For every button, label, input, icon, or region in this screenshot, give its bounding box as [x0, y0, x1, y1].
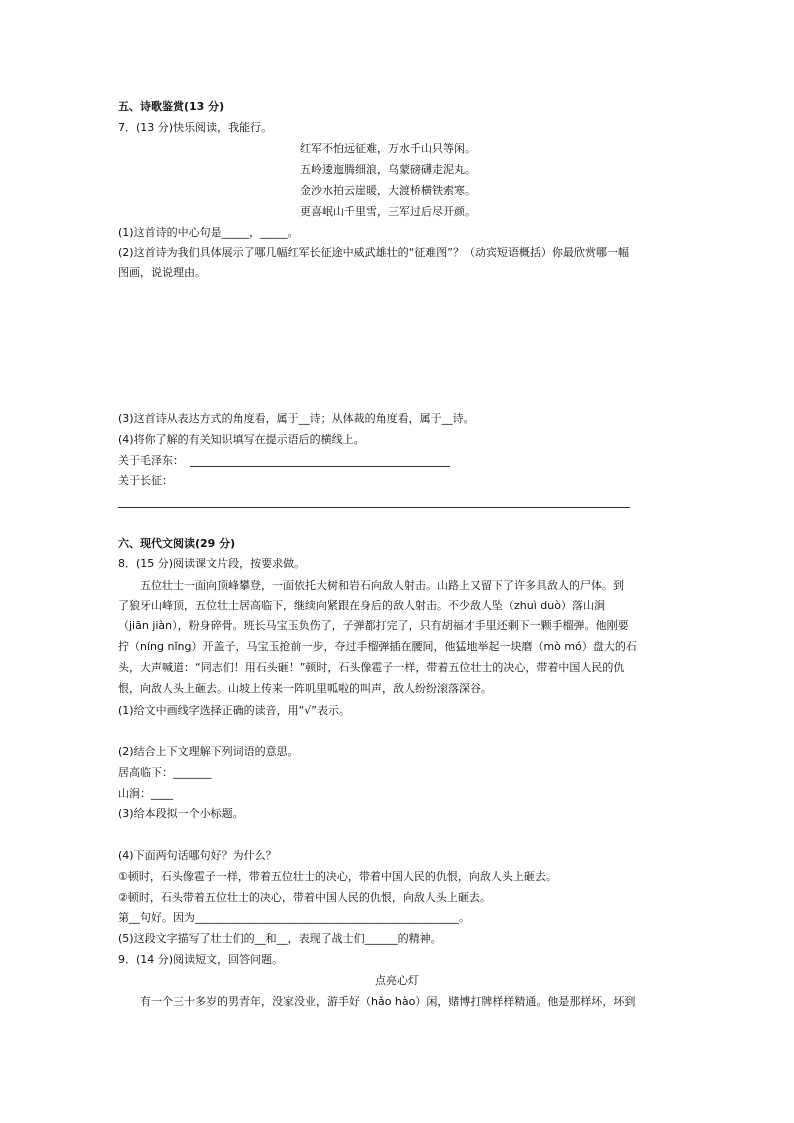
long-march-answer-line — [118, 507, 630, 508]
passage-line: 五位壮士一面向顶峰攀登，一面依托大树和岩石向敌人射击。山路上又留下了许多具敌人的尸体。到 — [140, 579, 624, 592]
question-7-2: (2)这首诗为我们具体展示了哪几幅红军长征途中威武雄壮的“征难图”？（动宾短语概括）你最欣赏哪一幅 — [118, 246, 629, 259]
question-8-1: (1)给文中画线字选择正确的读音，用“√”表示。 — [118, 704, 350, 717]
poem-line: 五岭逶迤腾细浪，乌蒙磅礴走泥丸。 — [300, 163, 476, 176]
passage-line: （jiān jiàn），粉身碎骨。班长马宝玉负伤了，子弹都打完了，只有胡福才手里还剩下一颗手榴弹。他刚要 — [118, 619, 629, 632]
question-8-3: (3)给本段拟一个小标题。 — [118, 807, 244, 820]
story-first-line: 有一个三十多岁的男青年，没家没业，游手好（hǎo hào）闲，赌博打牌样样精通。他是那样坏，坏到 — [140, 995, 636, 1008]
passage-line: 拧（níng nǐng）开盖子，马宝玉抢前一步，夺过手榴弹插在腰间，他猛地举起一块磨（mò mó）盘大的石 — [118, 640, 637, 653]
question-7-intro: 7．(13 分)快乐阅读，我能行。 — [118, 121, 273, 134]
story-title: 点亮心灯 — [375, 974, 419, 987]
question-8-5: (5)这段文字描写了壮士们的__和__，表现了战士们______的精神。 — [118, 932, 442, 945]
poem-line: 红军不怕远征难，万水千山只等闲。 — [300, 142, 476, 155]
poem-line: 更喜岷山千里雪，三军过后尽开颜。 — [300, 205, 476, 218]
question-7-3: (3)这首诗从表达方式的角度看，属于__诗；从体裁的角度看，属于__诗。 — [118, 412, 475, 425]
poem-line: 金沙水拍云崖暖，大渡桥横铁索寒。 — [300, 184, 476, 197]
question-7-4: (4)将你了解的有关知识填写在提示语后的横线上。 — [118, 433, 365, 446]
passage-line: 头，大声喊道：“同志们！用石头砸！”顿时，石头像雹子一样，带着五位壮士的决心，带着中国人民的仇 — [118, 661, 625, 674]
question-8-2: (2)结合上下文理解下列词语的意思。 — [118, 745, 299, 758]
sentence-option-1: ①顿时，石头像雹子一样，带着五位壮士的决心，带着中国人民的仇恨，向敌人头上砸去。 — [118, 870, 557, 883]
mao-zedong-label: 关于毛泽东： — [118, 454, 184, 467]
question-8-4-answer: 第__句好。因为________________________________________________。 — [118, 911, 470, 924]
long-march-label: 关于长征： — [118, 474, 173, 487]
mao-zedong-answer-line — [190, 466, 450, 467]
question-7-1: (1)这首诗的中心句是_____，_____。 — [118, 226, 299, 239]
question-8-4: (4)下面两句话哪句好？为什么？ — [118, 849, 277, 862]
question-7-2-continued: 图画，说说理由。 — [118, 266, 206, 279]
question-8-2-a: 居高临下：_______ — [118, 766, 212, 779]
question-8-intro: 8．(15 分)阅读课文片段，按要求做。 — [118, 557, 306, 570]
sentence-option-2: ②顿时，石头带着五位壮士的决心，带着中国人民的仇恨，向敌人头上砸去。 — [118, 891, 491, 904]
question-9-intro: 9．(14 分)阅读短文，回答问题。 — [118, 953, 284, 966]
passage-line: 了狼牙山峰顶，五位壮士居高临下，继续向紧跟在身后的敌人射击。不少敌人坠（zhuì duò）落山涧 — [118, 599, 605, 612]
section-6-heading: 六、现代文阅读(29 分) — [118, 537, 236, 550]
question-8-2-b: 山涧：____ — [118, 787, 173, 800]
section-5-heading: 五、诗歌鉴赏(13 分) — [118, 100, 225, 113]
passage-line: 恨，向敌人头上砸去。山坡上传来一阵叽里呱啦的叫声，敌人纷纷滚落深谷。 — [118, 682, 492, 695]
